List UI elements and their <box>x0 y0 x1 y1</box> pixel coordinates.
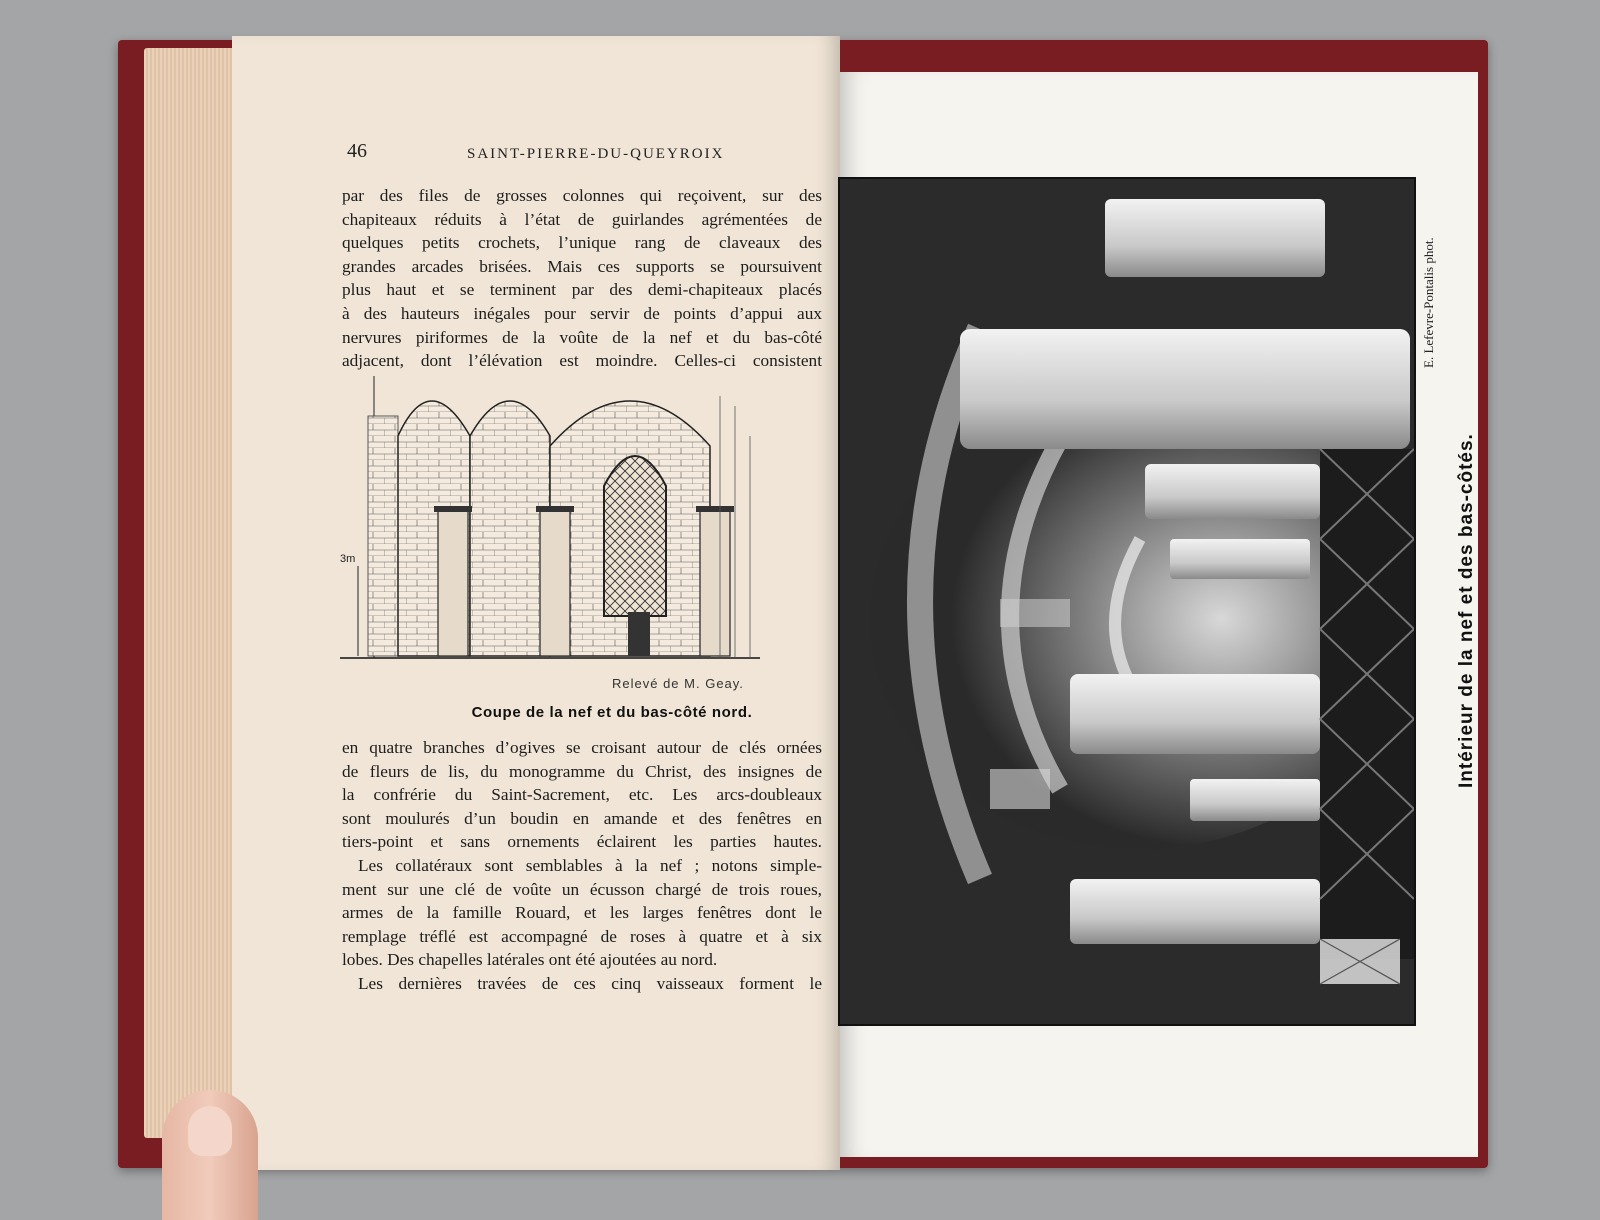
figure-credit: Relevé de M. Geay. <box>612 676 744 691</box>
text-line: plus haut et se terminent par des demi-chapiteaux placés <box>342 280 822 300</box>
paragraph-1 <box>342 184 822 373</box>
photo-credit-block <box>1413 190 1443 370</box>
text-line: Les dernières travées de ces cinq vaisseaux forment le <box>358 973 822 993</box>
running-head-title: SAINT-PIERRE-DU-QUEYROIX <box>467 146 725 162</box>
text-line: par des files de grosses colonnes qui reçoivent, sur des <box>342 186 822 205</box>
text-line: chapiteaux réduits à l’état de guirlandes agrémentées de <box>342 209 822 229</box>
page-number: 46 <box>347 140 367 162</box>
text-line: en quatre branches d’ogives se croisant autour de clés ornées <box>342 738 822 757</box>
plate-caption: Intérieur de la nef et des bas-côtés. <box>1456 433 1477 788</box>
page-edges <box>144 48 244 1138</box>
thumbnail <box>188 1106 232 1156</box>
text-line: tiers-point et sans ornements éclairent les parties hautes. <box>342 832 822 852</box>
text-line: lobes. Des chapelles latérales ont été ajoutées au nord. <box>342 950 718 970</box>
thumb <box>162 1090 258 1220</box>
nave-section-illustration <box>340 376 780 666</box>
interior-photo-plate <box>838 177 1416 1026</box>
text-line: ment sur une clé de voûte un écusson chargé de trois roues, <box>342 879 822 899</box>
text-line: sont moulurés d’un boudin en amande et des fenêtres en <box>342 808 822 828</box>
figure-caption: Coupe de la nef et du bas-côté nord. <box>471 704 753 721</box>
text-line: nervures piriformes de la voûte de la nef et du bas-côté <box>342 327 822 347</box>
left-page <box>232 36 840 1170</box>
text-line: adjacent, dont l’élévation est moindre. Celles-ci consistent <box>342 351 822 371</box>
text-line: armes de la famille Rouard, et les larges fenêtres dont le <box>342 903 822 923</box>
running-head <box>347 140 827 168</box>
text-line: remplage tréflé est accompagné de roses à quatre et à six <box>342 926 822 946</box>
photo-credit-svg <box>1413 190 1443 370</box>
church-interior-photo <box>840 179 1414 1024</box>
plate-caption-svg <box>1442 410 1502 790</box>
photo-credit: E. Lefevre-Pontalis phot. <box>1421 237 1436 368</box>
text-line: Les collatéraux sont semblables à la nef ; notons simple- <box>358 855 822 875</box>
text-line: de fleurs de lis, du monogramme du Christ, des insignes de <box>342 761 822 781</box>
plate-caption-block <box>1442 410 1502 790</box>
nave-section-drawing <box>340 376 780 666</box>
paragraph-2 <box>342 736 822 996</box>
text-line: à des hauteurs inégales pour servir de points d’appui aux <box>342 303 822 323</box>
text-line: grandes arcades brisées. Mais ces supports se poursuivent <box>342 256 822 276</box>
text-line: quelques petits crochets, l’unique rang de claveaux des <box>342 233 822 253</box>
text-line: la confrérie du Saint-Sacrement, etc. Les arcs-doubleaux <box>342 785 822 805</box>
scale-label: 3m <box>340 553 356 565</box>
